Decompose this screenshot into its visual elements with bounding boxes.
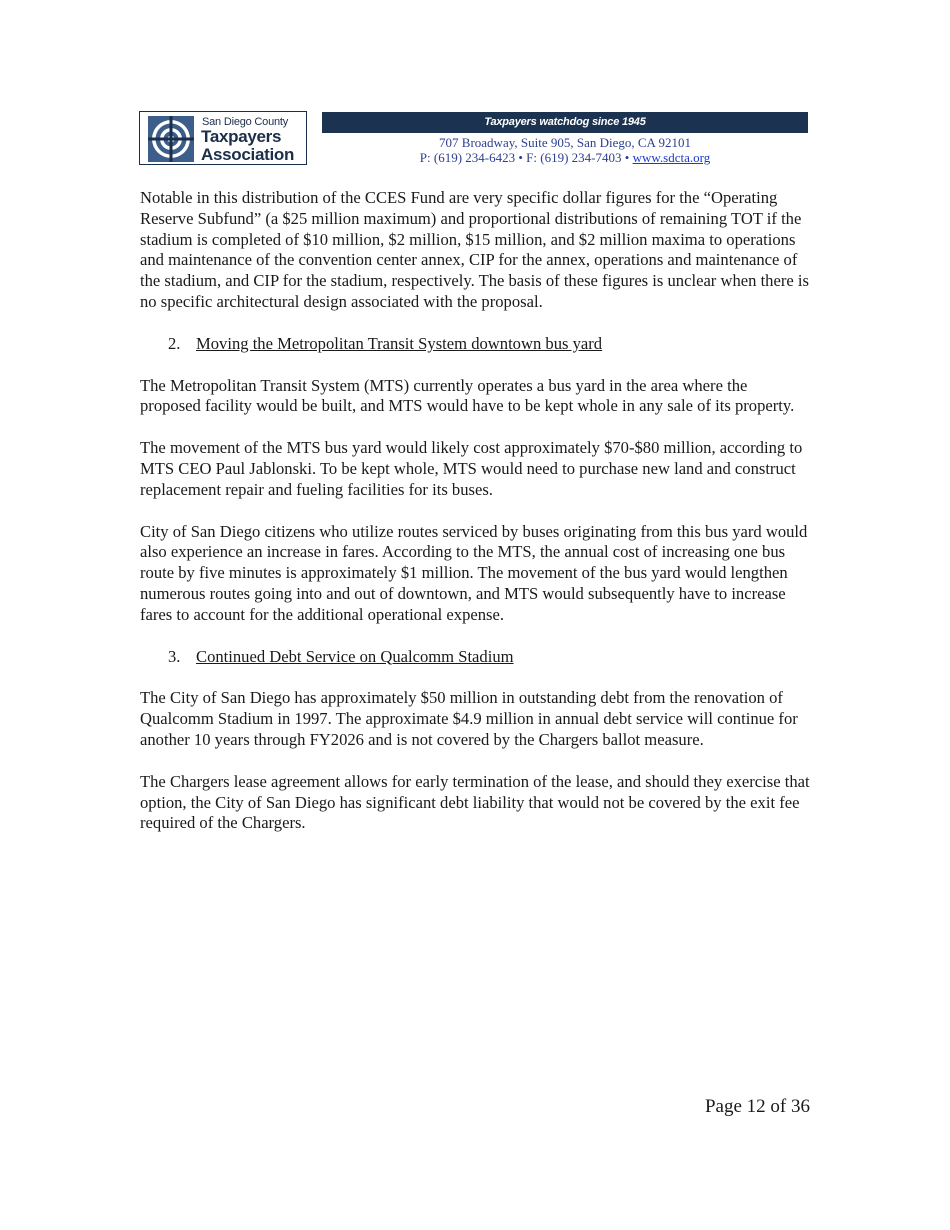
section-3-paragraph-1: The City of San Diego has approximately $50 million in outstanding debt from the renovation of Qualcomm Stadium in 1997. The approximate $4.9 million in annual debt service will continue for another 10 years through FY2026 and is not covered by the Chargers ballot measure. [140, 688, 798, 749]
phone-fax-line [322, 150, 808, 165]
section-2-paragraph-1: The Metropolitan Transit System (MTS) currently operates a bus yard in the area where the proposed facility would be built, and MTS would have to be kept whole in any sale of its property. [140, 375, 795, 416]
section-2-number: 2. [168, 333, 181, 353]
section-3-heading [168, 647, 812, 668]
intro-paragraph: Notable in this distribution of the CCES Fund are very specific dollar figures for the “Operating Reserve Subfund” (a $25 million maximum) and proportional distributions of remaining TOT if the stadium is completed of $10 million, $2 million, $15 million, and $2 million maxima to operations and maintenance of the convention center annex, CIP for the annex, operations and maintenance of the stadium, and CIP for the stadium, respectively. The basis of these figures is unclear when there is no specific architectural design associated with the proposal. [140, 188, 809, 311]
section-3-paragraph-2: The Chargers lease agreement allows for early termination of the lease, and should they exercise that option, the City of San Diego has significant debt liability that would not be covered by the exit fee required of the Chargers. [140, 771, 810, 833]
tagline-bar: Taxpayers watchdog since 1945 [322, 112, 808, 133]
logo-line-taxpayers: Taxpayers [201, 127, 282, 146]
logo-line-association: Association [201, 145, 295, 164]
website-link[interactable]: www.sdcta.org [632, 150, 711, 165]
section-3-number: 3. [168, 646, 181, 666]
section-2-heading [168, 334, 812, 355]
section-2-paragraph-2: The movement of the MTS bus yard would likely cost approximately $70-$80 million, according to MTS CEO Paul Jablonski. To be kept whole, MTS would need to purchase new land and construct replacement repair and fueling facilities for its buses. [140, 438, 803, 499]
crosshair-seal-icon [148, 116, 194, 162]
section-2-paragraph-3: City of San Diego citizens who utilize routes serviced by buses originating from this bus yard would also experience an increase in fares. According to the MTS, the annual cost of increasing one bus route by five minutes is approximately $1 million. The movement of the bus yard would lengthen numerous routes going into and out of downtown, and MTS would subsequently have to increase fares to account for the additional operational expense. [140, 521, 808, 624]
page-number: Page 12 of 36 [704, 1096, 810, 1117]
letterhead [139, 111, 809, 168]
logo-line-county: San Diego County [202, 116, 289, 128]
contact-block [322, 135, 808, 165]
street-address: 707 Broadway, Suite 905, San Diego, CA 92101 [439, 135, 691, 150]
document-body [140, 188, 812, 855]
phone-fax: P: (619) 234-6423 • F: (619) 234-7403 • [419, 150, 633, 165]
section-3-title: Continued Debt Service on Qualcomm Stadium [196, 646, 514, 666]
section-2-title: Moving the Metropolitan Transit System downtown bus yard [196, 333, 603, 353]
sdcta-logo [139, 111, 307, 165]
